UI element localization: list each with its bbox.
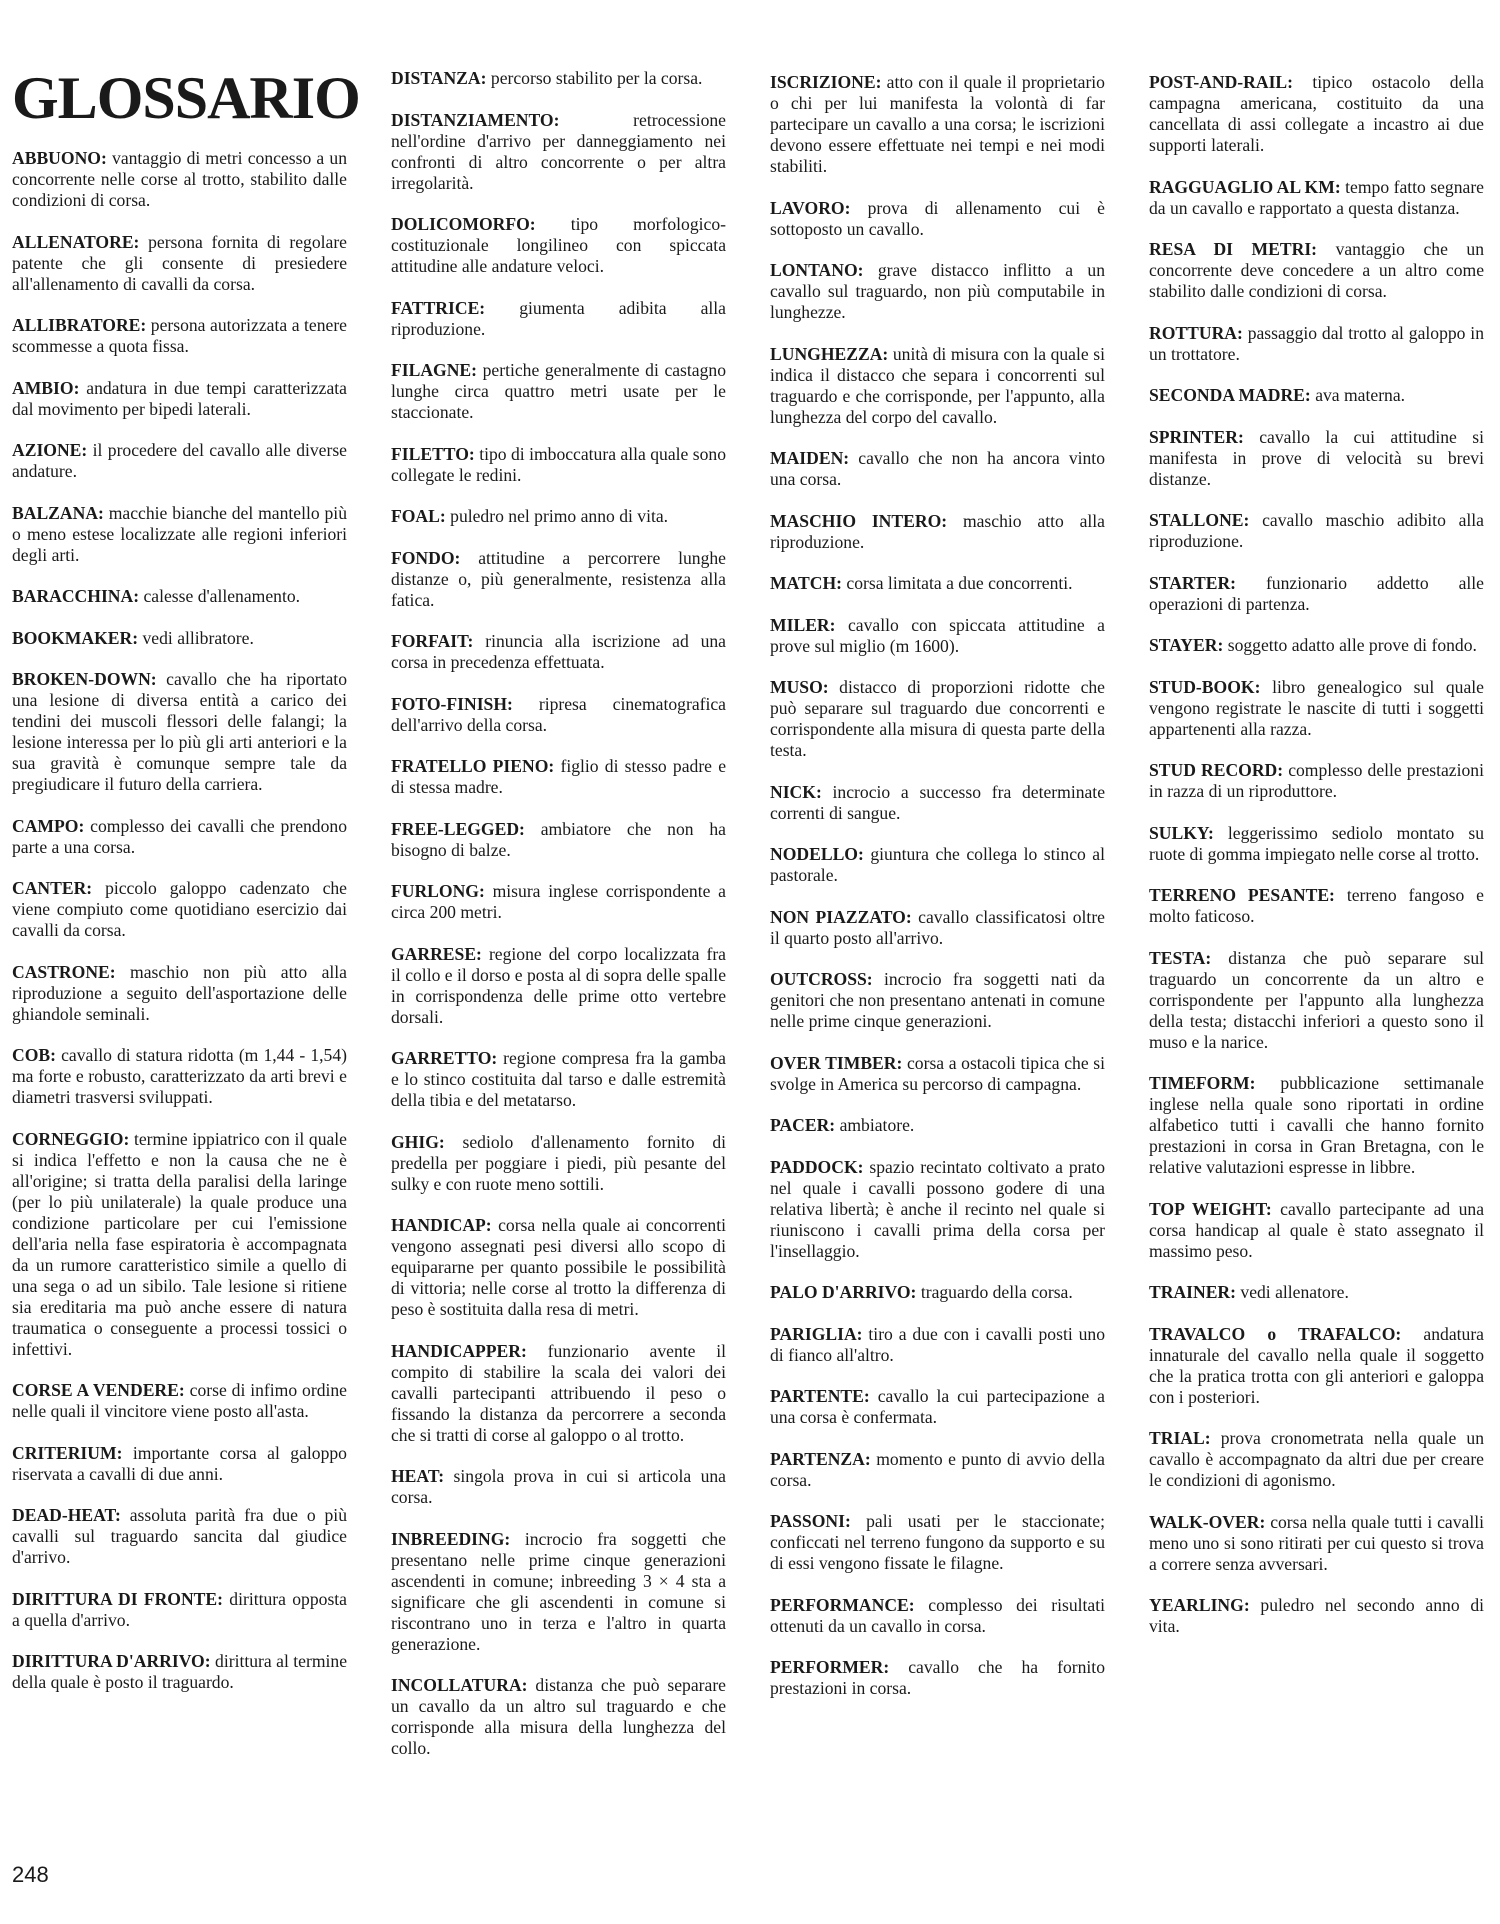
glossary-entry xyxy=(12,440,347,482)
glossary-entry xyxy=(770,1511,1105,1574)
glossary-entry xyxy=(391,506,726,527)
glossary-term: FILETTO: xyxy=(391,443,475,464)
glossary-definition: cavallo partecipante ad una corsa handicap al quale è stato assegnato il massimo peso. xyxy=(1149,1198,1484,1261)
glossary-entry xyxy=(770,1324,1105,1366)
glossary-entry xyxy=(391,819,726,861)
glossary-term: CASTRONE: xyxy=(12,961,116,982)
glossary-definition: complesso dei cavalli che prendono parte a una corsa. xyxy=(12,815,347,857)
glossary-definition: terreno fangoso e molto faticoso. xyxy=(1149,885,1484,926)
glossary-definition: corse di infimo ordine nelle quali il vincitore viene posto all'asta. xyxy=(12,1380,347,1421)
glossary-term: PACER: xyxy=(770,1115,836,1135)
glossary-entry xyxy=(391,110,726,194)
glossary-term: MUSO: xyxy=(770,677,829,697)
glossary-entry xyxy=(770,1449,1105,1491)
glossary-entry xyxy=(1149,1073,1484,1178)
glossary-entry xyxy=(770,72,1105,177)
glossary-definition: distanza che può separare sul traguardo un concorrente da un altro e corrispondente per l'appunto alla lunghezza della testa; distacchi inferiori a questo sono il muso e la narice. xyxy=(1149,947,1485,1052)
glossary-definition: tipo morfologico-costituzionale longilineo con spiccata attitudine alle andature veloci. xyxy=(391,214,726,276)
glossary-entry xyxy=(391,1466,726,1508)
glossary-entry xyxy=(1149,1512,1484,1575)
glossary-term: RAGGUAGLIO AL KM: xyxy=(1149,176,1341,197)
glossary-entry xyxy=(1149,635,1484,656)
glossary-entry xyxy=(12,232,347,295)
glossary-term: COB: xyxy=(12,1045,56,1065)
glossary-entry xyxy=(770,677,1105,761)
glossary-entry xyxy=(770,782,1105,824)
glossary-definition: persona fornita di regolare patente che gli consente di presiedere all'allenamento di cavalli da corsa. xyxy=(12,231,347,294)
glossary-entry xyxy=(1149,510,1484,552)
glossary-definition: andatura innaturale del cavallo nella quale il soggetto che la pratica trotta con gli anteriori e galoppa con i posteriori. xyxy=(1149,1323,1484,1407)
glossary-term: OVER TIMBER: xyxy=(770,1052,903,1073)
glossary-entry xyxy=(12,816,347,858)
glossary-definition: sediolo d'allenamento fornito di predella per poggiare i piedi, più pesante del sulky e con ruote meno sottili. xyxy=(391,1131,727,1194)
glossary-entry xyxy=(770,448,1105,490)
glossary-entry xyxy=(1149,1324,1484,1408)
glossary-definition: persona autorizzata a tenere scommesse a quota fissa. xyxy=(12,315,347,356)
glossary-definition: dirittura al termine della quale è posto il traguardo. xyxy=(12,1651,348,1692)
glossary-entry xyxy=(770,573,1105,594)
glossary-term: FRATELLO PIENO: xyxy=(391,756,555,776)
glossary-entry xyxy=(770,1282,1105,1303)
glossary-entry xyxy=(1149,72,1484,156)
glossary-definition: complesso delle prestazioni in razza di un riproduttore. xyxy=(1149,760,1484,801)
column-3 xyxy=(770,72,1105,1720)
glossary-term: FOAL: xyxy=(391,506,446,526)
glossary-term: INBREEDING: xyxy=(391,1528,511,1549)
glossary-entry xyxy=(770,1157,1105,1262)
glossary-definition: passaggio dal trotto al galoppo in un trottatore. xyxy=(1149,322,1484,364)
glossary-term: SULKY: xyxy=(1149,822,1214,843)
glossary-definition: singola prova in cui si articola una corsa. xyxy=(391,1466,726,1507)
glossary-definition: retrocessione nell'ordine d'arrivo per danneggiamento nei confronti di altro concorrente o per altra irregolarità. xyxy=(391,109,726,193)
glossary-term: BARACCHINA: xyxy=(12,586,140,606)
glossary-entry xyxy=(12,503,347,566)
glossary-definition: incrocio a successo fra determinate correnti di sangue. xyxy=(770,781,1106,823)
glossary-term: STAYER: xyxy=(1149,635,1224,655)
glossary-entry xyxy=(12,878,347,941)
glossary-term: FOTO-FINISH: xyxy=(391,693,513,714)
glossary-term: GARRESE: xyxy=(391,943,482,964)
glossary-term: ROTTURA: xyxy=(1149,322,1243,343)
glossary-entry xyxy=(12,148,347,211)
glossary-entry xyxy=(770,1115,1105,1136)
glossary-term: LAVORO: xyxy=(770,197,851,218)
glossary-definition: vedi allenatore. xyxy=(1240,1282,1349,1302)
glossary-definition: cavallo maschio adibito alla riproduzione. xyxy=(1149,510,1484,551)
glossary-term: DISTANZA: xyxy=(391,68,487,88)
glossary-definition: ripresa cinematografica dell'arrivo della corsa. xyxy=(391,693,726,735)
glossary-term: TERRENO PESANTE: xyxy=(1149,885,1335,905)
glossary-entry xyxy=(1149,760,1484,802)
glossary-definition: vedi allibratore. xyxy=(142,627,254,648)
glossary-definition: importante corsa al galoppo riservata a cavalli di due anni. xyxy=(12,1442,347,1484)
glossary-definition: vantaggio che un concorrente deve concedere a un altro come stabilito dalle condizioni di corsa. xyxy=(1149,239,1485,301)
glossary-term: PARTENZA: xyxy=(770,1448,871,1469)
glossary-entry xyxy=(1149,1282,1484,1303)
glossary-definition: cavallo che ha riportato una lesione di diversa entità a carico dei tendini dei muscoli flessori delle falangi; la lesione interessa per lo più gli arti anteriori e la sua gravità è comunque sempre tale da pregiudicare il futuro della carriera. xyxy=(12,669,347,794)
glossary-entry xyxy=(12,1505,347,1568)
glossary-term: STUD-BOOK: xyxy=(1149,676,1261,697)
glossary-definition: tempo fatto segnare da un cavallo e rapportato a questa distanza. xyxy=(1149,176,1484,218)
glossary-definition: percorso stabilito per la corsa. xyxy=(490,68,703,88)
glossary-entry xyxy=(1149,323,1484,365)
glossary-term: MAIDEN: xyxy=(770,448,850,468)
glossary-entry xyxy=(391,1215,726,1320)
glossary-entry xyxy=(1149,573,1484,615)
glossary-definition: traguardo della corsa. xyxy=(920,1282,1073,1302)
glossary-term: BROKEN-DOWN: xyxy=(12,669,157,689)
glossary-term: BOOKMAKER: xyxy=(12,627,139,648)
glossary-definition: cavallo di statura ridotta (m 1,44 - 1,54) ma forte e robusto, caratterizzato da arti brevi e diametri trasversi sviluppati. xyxy=(12,1045,347,1107)
glossary-definition: macchie bianche del mantello più o meno estese localizzate alle regioni inferiori degli arti. xyxy=(12,502,347,565)
glossary-term: PADDOCK: xyxy=(770,1156,864,1177)
glossary-term: GARRETTO: xyxy=(391,1048,498,1068)
glossary-term: POST-AND-RAIL: xyxy=(1149,72,1294,92)
glossary-entry xyxy=(391,944,726,1028)
glossary-entry xyxy=(391,1675,726,1759)
glossary-definition: dirittura opposta a quella d'arrivo. xyxy=(12,1588,347,1630)
glossary-definition: andatura in due tempi caratterizzata dal movimento per bipedi laterali. xyxy=(12,377,347,419)
glossary-definition: cavallo la cui attitudine si manifesta in prove di velocità su brevi distanze. xyxy=(1149,426,1484,489)
glossary-entry xyxy=(12,1045,347,1108)
glossary-entry xyxy=(770,1386,1105,1428)
glossary-definition: vantaggio di metri concesso a un concorrente nelle corse al trotto, stabilito dalle condizioni di corsa. xyxy=(12,148,347,210)
glossary-definition: cavallo classificatosi oltre il quarto posto all'arrivo. xyxy=(770,906,1105,948)
glossary-term: DEAD-HEAT: xyxy=(12,1505,121,1525)
glossary-term: AZIONE: xyxy=(12,440,88,460)
glossary-entry xyxy=(391,881,726,923)
glossary-term: LUNGHEZZA: xyxy=(770,343,889,364)
glossary-term: FURLONG: xyxy=(391,881,485,901)
glossary-definition: ambiatore che non ha bisogno di balze. xyxy=(391,818,726,860)
glossary-term: HEAT: xyxy=(391,1466,445,1486)
glossary-term: DIRITTURA DI FRONTE: xyxy=(12,1588,224,1609)
glossary-term: PARTENTE: xyxy=(770,1386,870,1406)
glossary-definition: distacco di proporzioni ridotte che può separare sul traguardo due concorrenti e corrispondente alla misura di questa parte della testa. xyxy=(770,677,1105,760)
glossary-definition: atto con il quale il proprietario o chi per lui manifesta la volontà di far partecipare un cavallo a una corsa; le iscrizioni devono essere effettuate nei tempi e nei modi stabiliti. xyxy=(770,72,1105,176)
glossary-entry xyxy=(391,214,726,277)
glossary-term: CAMPO: xyxy=(12,815,85,836)
glossary-entry xyxy=(12,1380,347,1422)
glossary-term: DIRITTURA D'ARRIVO: xyxy=(12,1651,211,1671)
glossary-definition: giuntura che collega lo stinco al pastorale. xyxy=(770,844,1105,885)
glossary-definition: il procedere del cavallo alle diverse andature. xyxy=(12,440,347,481)
glossary-entry xyxy=(770,969,1105,1032)
glossary-term: FORFAIT: xyxy=(391,631,474,651)
glossary-definition: pali usati per le staccionate; conficcati nel terreno fungono da supporto e su di essi vengono fissate le filagne. xyxy=(770,1511,1105,1573)
glossary-term: TESTA: xyxy=(1149,947,1212,968)
glossary-entry xyxy=(12,315,347,357)
glossary-term: SPRINTER: xyxy=(1149,426,1244,447)
glossary-term: OUTCROSS: xyxy=(770,969,873,989)
glossary-term: TRAINER: xyxy=(1149,1282,1236,1302)
glossary-definition: rinuncia alla iscrizione ad una corsa in precedenza effettuata. xyxy=(391,631,726,672)
glossary-definition: puledro nel secondo anno di vita. xyxy=(1149,1595,1484,1636)
glossary-term: FILAGNE: xyxy=(391,360,478,380)
glossary-entry xyxy=(391,444,726,486)
glossary-entry xyxy=(391,694,726,736)
glossary-definition: maschio atto alla riproduzione. xyxy=(770,510,1105,552)
glossary-term: AMBIO: xyxy=(12,377,80,398)
glossary-entry xyxy=(770,344,1105,428)
glossary-definition: unità di misura con la quale si indica il distacco che separa i concorrenti sul traguardo e che corrisponde, per l'appunto, alla lunghezza del corpo del cavallo. xyxy=(770,343,1105,427)
glossary-entry xyxy=(391,68,726,89)
glossary-term: RESA DI METRI: xyxy=(1149,239,1318,259)
glossary-definition: corsa limitata a due concorrenti. xyxy=(846,573,1073,593)
glossary-term: MILER: xyxy=(770,614,836,635)
glossary-term: ALLENATORE: xyxy=(12,231,140,252)
glossary-entry xyxy=(12,628,347,649)
glossary-entry xyxy=(770,1657,1105,1699)
glossary-term: DISTANZIAMENTO: xyxy=(391,109,560,130)
glossary-term: PALO D'ARRIVO: xyxy=(770,1282,917,1302)
glossary-entry xyxy=(12,586,347,607)
glossary-definition: figlio di stesso padre e di stessa madre. xyxy=(391,756,726,797)
glossary-entry xyxy=(1149,823,1484,865)
glossary-definition: corsa a ostacoli tipica che si svolge in America su percorso di campagna. xyxy=(770,1052,1105,1094)
glossary-definition: giumenta adibita alla riproduzione. xyxy=(391,297,726,339)
glossary-entry xyxy=(1149,1199,1484,1262)
glossary-definition: cavallo che non ha ancora vinto una corsa. xyxy=(770,448,1105,489)
glossary-entry xyxy=(770,907,1105,949)
glossary-term: FONDO: xyxy=(391,547,461,568)
glossary-term: HANDICAPPER: xyxy=(391,1340,527,1361)
glossary-term: CANTER: xyxy=(12,878,93,898)
glossary-entry xyxy=(391,298,726,340)
glossary-entry xyxy=(12,1651,347,1693)
glossary-entry xyxy=(391,756,726,798)
glossary-definition: termine ippiatrico con il quale si indica l'effetto e non la causa che ne è all'origine; si tratta della paralisi della laringe (per lo più unilaterale) la quale produce una condizione particolare per cui l'emissione dell'aria nella fase espiratoria è accompagnata da un rumore caratteristico simile a quello di una sega o ad un sibilo. Tale lesione si ritiene sia ereditaria ma può anche essere di natura traumatica o conseguente a processi tossici o infettivi. xyxy=(12,1128,347,1359)
glossary-definition: corsa nella quale ai concorrenti vengono assegnati pesi diversi allo scopo di equipararne per quanto possibile le possibilità di vittoria; nelle corse al trotto la differenza di peso è sostituita dalla resa di metri. xyxy=(391,1215,726,1319)
glossary-definition: misura inglese corrispondente a circa 200 metri. xyxy=(391,881,726,922)
glossary-definition: incrocio fra soggetti che presentano nelle prime cinque generazioni ascendenti in comune; inbreeding 3 × 4 sta a significare che gli ascendenti in comune si riscontrano uno in terza e l'altro in quarta generazione. xyxy=(391,1528,726,1654)
glossary-definition: tiro a due con i cavalli posti uno di fianco all'altro. xyxy=(770,1323,1105,1365)
glossary-definition: tipo di imboccatura alla quale sono collegate le redini. xyxy=(391,443,726,485)
glossary-definition: funzionario addetto alle operazioni di partenza. xyxy=(1149,572,1484,614)
glossary-entry xyxy=(12,1443,347,1485)
glossary-entry xyxy=(770,198,1105,240)
glossary-definition: prova di allenamento cui è sottoposto un cavallo. xyxy=(770,197,1105,239)
glossary-term: STUD RECORD: xyxy=(1149,760,1284,780)
glossary-term: STALLONE: xyxy=(1149,510,1250,530)
glossary-term: STARTER: xyxy=(1149,572,1237,593)
glossary-definition: pertiche generalmente di castagno lunghe circa quattro metri usate per le staccionate. xyxy=(391,360,726,422)
page-number: 248 xyxy=(12,1862,49,1887)
glossary-definition: cavallo la cui partecipazione a una corsa è confermata. xyxy=(770,1386,1105,1427)
glossary-term: TRIAL: xyxy=(1149,1428,1211,1448)
glossary-entry xyxy=(12,962,347,1025)
glossary-definition: pubblicazione settimanale inglese nella quale sono riportati in ordine alfabetico tutti i cavalli che hanno fornito prestazioni in corsa in Gran Bretagna, con le relative valutazioni espresse in libbre. xyxy=(1149,1073,1484,1177)
glossary-term: NODELLO: xyxy=(770,844,864,864)
glossary-entry xyxy=(770,1595,1105,1637)
glossary-definition: regione del corpo localizzata fra il collo e il dorso e posta al di sopra delle spalle in corrispondenza delle prime otto vertebre dorsali. xyxy=(391,943,726,1027)
glossary-term: INCOLLATURA: xyxy=(391,1675,528,1695)
glossary-term: FATTRICE: xyxy=(391,297,486,318)
glossary-definition: libro genealogico sul quale vengono registrate le nascite di tutti i soggetti appartenenti alla razza. xyxy=(1149,676,1484,739)
glossary-entry xyxy=(12,1589,347,1631)
glossary-definition: prova cronometrata nella quale un cavallo è accompagnato da altri due per creare le condizioni di agonismo. xyxy=(1149,1428,1485,1490)
glossary-entry xyxy=(770,844,1105,886)
glossary-definition: spazio recintato coltivato a prato nel quale i cavalli possono godere di una relativa libertà; è anche il recinto nel quale si riuniscono i cavalli prima della corsa per l'insellaggio. xyxy=(770,1156,1105,1261)
glossary-definition: calesse d'allenamento. xyxy=(143,586,301,606)
glossary-term: ALLIBRATORE: xyxy=(12,315,147,335)
page-title: GLOSSARIO xyxy=(12,65,360,131)
glossary-term: TIMEFORM: xyxy=(1149,1073,1256,1093)
glossary-entry xyxy=(391,548,726,611)
glossary-definition: ava materna. xyxy=(1315,385,1406,405)
glossary-term: CORSE A VENDERE: xyxy=(12,1380,185,1400)
glossary-definition: soggetto adatto alle prove di fondo. xyxy=(1227,635,1477,655)
glossary-term: WALK-OVER: xyxy=(1149,1511,1266,1532)
glossary-entry xyxy=(770,511,1105,553)
glossary-entry xyxy=(1149,677,1484,740)
column-4 xyxy=(1149,72,1484,1658)
glossary-term: CRITERIUM: xyxy=(12,1442,123,1463)
glossary-term: YEARLING: xyxy=(1149,1595,1250,1615)
glossary-definition: distanza che può separare un cavallo da un altro sul traguardo e che corrisponde alla misura della lunghezza del collo. xyxy=(391,1675,726,1758)
glossary-entry xyxy=(391,1048,726,1111)
glossary-entry xyxy=(1149,948,1484,1053)
glossary-entry xyxy=(1149,1428,1484,1491)
glossary-term: BALZANA: xyxy=(12,502,104,523)
glossary-term: GHIG: xyxy=(391,1131,445,1152)
glossary-term: FREE-LEGGED: xyxy=(391,818,525,839)
glossary-term: PARIGLIA: xyxy=(770,1323,863,1344)
glossary-entry xyxy=(1149,239,1484,302)
glossary-entry xyxy=(391,360,726,423)
glossary-term: TRAVALCO o TRAFALCO: xyxy=(1149,1323,1402,1344)
glossary-term: PERFORMER: xyxy=(770,1657,890,1677)
glossary-definition: piccolo galoppo cadenzato che viene compiuto come quotidiano esercizio dai cavalli da corsa. xyxy=(12,878,347,940)
glossary-term: PERFORMANCE: xyxy=(770,1594,915,1615)
glossary-term: TOP WEIGHT: xyxy=(1149,1198,1272,1219)
glossary-entry xyxy=(1149,385,1484,406)
glossary-term: NON PIAZZATO: xyxy=(770,906,912,927)
glossary-entry xyxy=(1149,177,1484,219)
glossary-entry xyxy=(12,1129,347,1360)
glossary-definition: funzionario avente il compito di stabilire la scala dei valori dei cavalli partecipanti attribuendo il peso o fissando la distanza da percorrere a seconda che si tratti di corse al galoppo o al trotto. xyxy=(391,1340,727,1445)
column-2 xyxy=(391,68,726,1780)
glossary-term: CORNEGGIO: xyxy=(12,1128,130,1149)
glossary-definition: corsa nella quale tutti i cavalli meno uno si sono ritirati per cui questo si trova a correre senza avversari. xyxy=(1149,1511,1484,1574)
glossary-entry xyxy=(1149,1595,1484,1637)
glossary-term: MATCH: xyxy=(770,573,842,593)
glossary-definition: cavallo con spiccata attitudine a prove sul miglio (m 1600). xyxy=(770,614,1105,656)
glossary-entry xyxy=(770,1053,1105,1095)
glossary-term: NICK: xyxy=(770,781,822,802)
glossary-definition: maschio non più atto alla riproduzione a seguito dell'asportazione delle ghiandole seminali. xyxy=(12,961,347,1024)
glossary-definition: regione compresa fra la gamba e lo stinco costituita dal tarso e dalle estremità della tibia e del metatarso. xyxy=(391,1048,726,1110)
glossary-entry xyxy=(391,631,726,673)
glossary-entry xyxy=(770,260,1105,323)
glossary-definition: assoluta parità fra due o più cavalli sul traguardo sancita dal giudice d'arrivo. xyxy=(12,1505,347,1567)
glossary-entry xyxy=(12,378,347,420)
glossary-term: PASSONI: xyxy=(770,1511,851,1531)
glossary-definition: attitudine a percorrere lunghe distanze o, più generalmente, resistenza alla fatica. xyxy=(391,547,726,610)
glossary-entry xyxy=(770,615,1105,657)
glossary-term: ABBUONO: xyxy=(12,148,107,168)
glossary-term: MASCHIO INTERO: xyxy=(770,510,948,531)
glossary-term: LONTANO: xyxy=(770,260,864,280)
glossary-definition: grave distacco inflitto a un cavallo sul traguardo, non più computabile in lunghezze. xyxy=(770,260,1105,322)
glossary-entry xyxy=(391,1341,726,1446)
glossary-entry xyxy=(1149,885,1484,927)
column-1 xyxy=(12,65,360,1714)
glossary-entry xyxy=(1149,427,1484,490)
glossary-term: SECONDA MADRE: xyxy=(1149,385,1311,405)
glossary-term: ISCRIZIONE: xyxy=(770,72,882,92)
glossary-definition: tipico ostacolo della campagna americana, costituito da una cancellata di assi collegate a incastro ai due supporti laterali. xyxy=(1149,72,1484,155)
glossary-definition: ambiatore. xyxy=(839,1115,915,1135)
glossary-definition: cavallo che ha fornito prestazioni in corsa. xyxy=(770,1657,1105,1698)
glossary-entry xyxy=(12,669,347,795)
glossary-entry xyxy=(391,1132,726,1195)
glossary-definition: leggerissimo sediolo montato su ruote di gomma impiegato nelle corse al trotto. xyxy=(1149,822,1484,864)
glossary-term: DOLICOMORFO: xyxy=(391,214,536,234)
glossary-definition: puledro nel primo anno di vita. xyxy=(450,506,669,526)
glossary-definition: momento e punto di avvio della corsa. xyxy=(770,1448,1105,1490)
glossary-definition: incrocio fra soggetti nati da genitori che non presentano antenati in comune nelle prime cinque generazioni. xyxy=(770,969,1105,1031)
glossary-entry xyxy=(391,1529,726,1655)
glossary-term: HANDICAP: xyxy=(391,1215,492,1235)
glossary-definition: complesso dei risultati ottenuti da un cavallo in corsa. xyxy=(770,1594,1105,1636)
